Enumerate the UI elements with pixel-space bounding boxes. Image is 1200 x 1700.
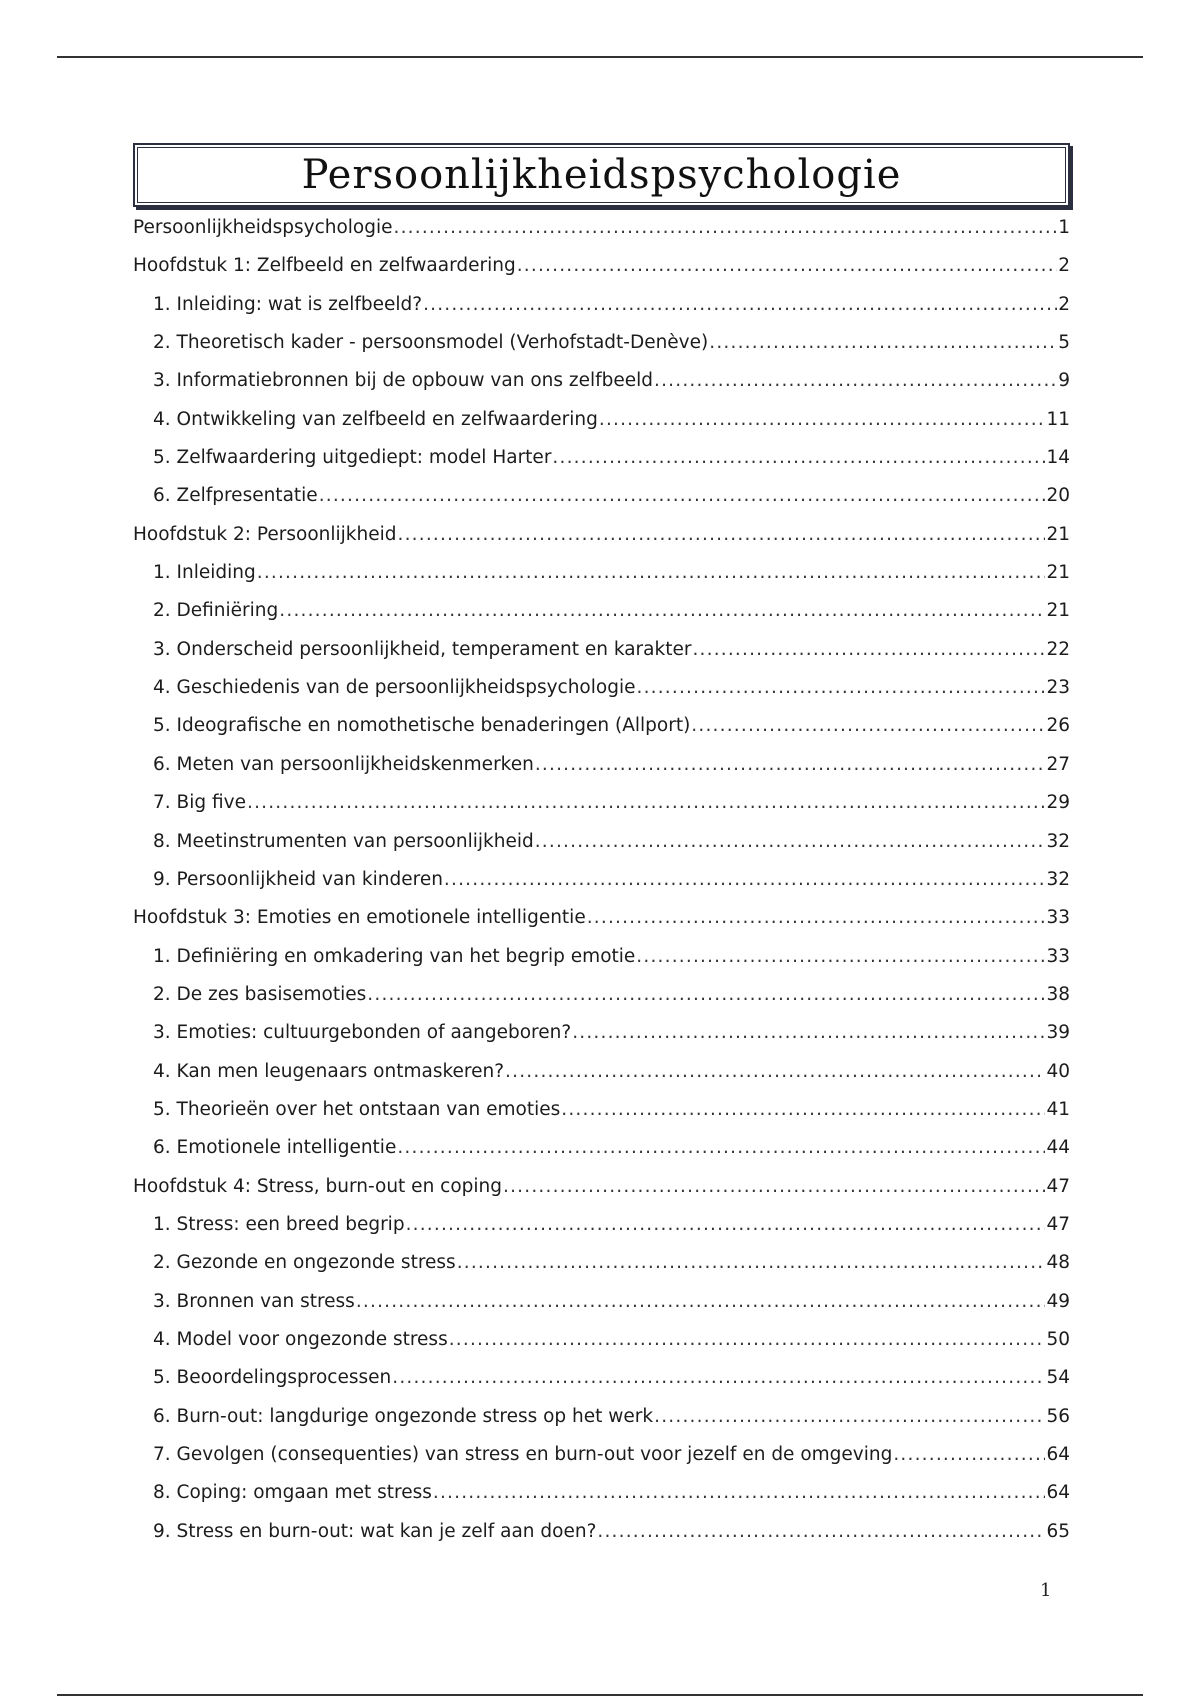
- toc-entry-page: 26: [1046, 715, 1070, 737]
- toc-entry-label: 2. Definiëring: [153, 600, 279, 622]
- toc-leader-dots: [503, 1168, 1045, 1206]
- toc-leader-dots: [587, 899, 1046, 937]
- toc-leader-dots: [279, 592, 1045, 630]
- toc-leader-dots: [517, 247, 1058, 285]
- toc-entry-page: 11: [1046, 408, 1070, 430]
- toc-entry-page: 32: [1046, 868, 1070, 890]
- toc-entry[interactable]: [133, 439, 1070, 477]
- toc-entry[interactable]: [133, 362, 1070, 400]
- toc-leader-dots: [423, 286, 1057, 324]
- toc-entry-page: 33: [1046, 907, 1070, 929]
- toc-entry-label: 4. Model voor ongezonde stress: [153, 1328, 448, 1350]
- toc-entry-page: 44: [1046, 1137, 1070, 1159]
- table-of-contents: [133, 209, 1070, 1551]
- toc-entry-page: 38: [1046, 983, 1070, 1005]
- toc-entry-page: 41: [1046, 1098, 1070, 1120]
- toc-leader-dots: [257, 554, 1046, 592]
- document-title: Persoonlijkheidspsychologie: [301, 152, 902, 198]
- toc-entry-page: 47: [1046, 1175, 1070, 1197]
- toc-entry-label: 2. Theoretisch kader - persoonsmodel (Verhofstadt-Denève): [153, 332, 709, 354]
- toc-entry-label: 6. Burn-out: langdurige ongezonde stress op het werk: [153, 1405, 654, 1427]
- toc-entry-page: 32: [1046, 830, 1070, 852]
- title-box: [133, 143, 1070, 207]
- toc-leader-dots: [367, 976, 1045, 1014]
- toc-leader-dots: [449, 1321, 1046, 1359]
- toc-entry-label: 5. Ideografische en nomothetische benaderingen (Allport): [153, 715, 691, 737]
- toc-entry[interactable]: [133, 1244, 1070, 1282]
- toc-leader-dots: [636, 938, 1045, 976]
- toc-entry-page: 20: [1046, 485, 1070, 507]
- toc-leader-dots: [247, 784, 1045, 822]
- toc-entry[interactable]: [133, 823, 1070, 861]
- toc-leader-dots: [505, 1053, 1045, 1091]
- toc-entry[interactable]: [133, 784, 1070, 822]
- toc-entry[interactable]: [133, 1436, 1070, 1474]
- toc-entry[interactable]: [133, 938, 1070, 976]
- toc-entry[interactable]: [133, 554, 1070, 592]
- toc-leader-dots: [552, 439, 1045, 477]
- toc-entry-page: 27: [1046, 753, 1070, 775]
- toc-entry-page: 5: [1058, 332, 1070, 354]
- toc-leader-dots: [535, 746, 1046, 784]
- toc-entry-label: 6. Meten van persoonlijkheidskenmerken: [153, 753, 534, 775]
- toc-entry[interactable]: [133, 669, 1070, 707]
- toc-entry-label: Hoofdstuk 2: Persoonlijkheid: [133, 523, 397, 545]
- toc-entry-label: 9. Persoonlijkheid van kinderen: [153, 868, 443, 890]
- toc-leader-dots: [406, 1206, 1046, 1244]
- toc-entry-label: 9. Stress en burn-out: wat kan je zelf aan doen?: [153, 1520, 597, 1542]
- toc-entry-label: 6. Emotionele intelligentie: [153, 1137, 397, 1159]
- toc-entry-page: 65: [1046, 1520, 1070, 1542]
- toc-entry[interactable]: [133, 516, 1070, 554]
- toc-entry-page: 33: [1046, 945, 1070, 967]
- document-page: [133, 143, 1070, 1551]
- toc-leader-dots: [599, 401, 1046, 439]
- toc-entry-label: 2. De zes basisemoties: [153, 983, 367, 1005]
- toc-entry-label: 5. Beoordelingsprocessen: [153, 1367, 392, 1389]
- toc-entry[interactable]: [133, 324, 1070, 362]
- toc-entry-label: 8. Meetinstrumenten van persoonlijkheid: [153, 830, 534, 852]
- toc-entry[interactable]: [133, 976, 1070, 1014]
- toc-entry-label: 5. Theorieën over het ontstaan van emoties: [153, 1098, 561, 1120]
- toc-entry-label: 4. Geschiedenis van de persoonlijkheidspsychologie: [153, 677, 636, 699]
- toc-entry-label: 3. Informatiebronnen bij de opbouw van ons zelfbeeld: [153, 370, 654, 392]
- toc-entry-label: 1. Stress: een breed begrip: [153, 1213, 405, 1235]
- toc-entry[interactable]: [133, 247, 1070, 285]
- toc-leader-dots: [397, 1129, 1045, 1167]
- toc-entry-label: Hoofdstuk 1: Zelfbeeld en zelfwaardering: [133, 255, 516, 277]
- toc-entry-label: 5. Zelfwaardering uitgediept: model Harter: [153, 447, 552, 469]
- toc-leader-dots: [572, 1014, 1045, 1052]
- toc-entry[interactable]: [133, 1474, 1070, 1512]
- toc-entry[interactable]: [133, 401, 1070, 439]
- toc-entry[interactable]: [133, 1014, 1070, 1052]
- toc-entry-label: 7. Gevolgen (consequenties) van stress en burn-out voor jezelf en de omgeving: [153, 1444, 893, 1465]
- toc-entry-label: 8. Coping: omgaan met stress: [153, 1482, 432, 1504]
- toc-entry-page: 21: [1046, 562, 1070, 584]
- toc-leader-dots: [636, 669, 1045, 707]
- toc-leader-dots: [444, 861, 1046, 899]
- toc-entry[interactable]: [133, 1053, 1070, 1091]
- toc-leader-dots: [398, 516, 1046, 554]
- toc-entry[interactable]: [133, 631, 1070, 669]
- toc-leader-dots: [691, 707, 1045, 745]
- toc-entry-label: 3. Bronnen van stress: [153, 1290, 355, 1312]
- toc-entry-page: 21: [1046, 600, 1070, 622]
- toc-entry-label: Persoonlijkheidspsychologie: [133, 217, 393, 238]
- toc-entry-label: 3. Onderscheid persoonlijkheid, temperament en karakter: [153, 638, 692, 660]
- toc-entry-page: 47: [1046, 1213, 1070, 1235]
- toc-leader-dots: [654, 1398, 1045, 1436]
- toc-leader-dots: [654, 362, 1057, 400]
- toc-entry-label: 4. Ontwikkeling van zelfbeeld en zelfwaardering: [153, 408, 598, 430]
- toc-entry-page: 39: [1046, 1022, 1070, 1044]
- toc-leader-dots: [561, 1091, 1045, 1129]
- toc-entry[interactable]: [133, 209, 1070, 247]
- toc-leader-dots: [692, 631, 1045, 669]
- toc-leader-dots: [709, 324, 1057, 362]
- toc-entry-label: 1. Inleiding: [153, 562, 256, 584]
- toc-entry-label: 3. Emoties: cultuurgebonden of aangeboren?: [153, 1022, 572, 1044]
- toc-leader-dots: [597, 1513, 1045, 1551]
- toc-entry-label: 4. Kan men leugenaars ontmaskeren?: [153, 1060, 505, 1082]
- toc-entry-page: 64: [1046, 1444, 1070, 1465]
- toc-entry-page: 40: [1046, 1060, 1070, 1082]
- toc-leader-dots: [433, 1474, 1046, 1512]
- toc-entry-page: 64: [1046, 1482, 1070, 1504]
- toc-leader-dots: [356, 1283, 1046, 1321]
- toc-leader-dots: [893, 1436, 1045, 1474]
- toc-entry[interactable]: [133, 1513, 1070, 1551]
- toc-entry-page: 48: [1046, 1252, 1070, 1274]
- bottom-rule: [57, 1694, 1143, 1696]
- toc-leader-dots: [457, 1244, 1046, 1282]
- toc-leader-dots: [319, 477, 1046, 515]
- toc-entry[interactable]: [133, 1398, 1070, 1436]
- toc-entry-label: Hoofdstuk 3: Emoties en emotionele intelligentie: [133, 907, 586, 929]
- toc-entry[interactable]: [133, 1168, 1070, 1206]
- toc-entry[interactable]: [133, 477, 1070, 515]
- toc-entry-label: Hoofdstuk 4: Stress, burn-out en coping: [133, 1175, 503, 1197]
- toc-entry[interactable]: [133, 1129, 1070, 1167]
- toc-entry-label: 1. Definiëring en omkadering van het begrip emotie: [153, 945, 636, 967]
- toc-entry-label: 7. Big five: [153, 792, 246, 814]
- toc-entry-page: 50: [1046, 1328, 1070, 1350]
- toc-entry-page: 54: [1046, 1367, 1070, 1389]
- toc-entry-page: 29: [1046, 792, 1070, 814]
- toc-entry-page: 21: [1046, 523, 1070, 545]
- top-rule: [57, 56, 1143, 58]
- toc-entry-label: 2. Gezonde en ongezonde stress: [153, 1252, 456, 1274]
- toc-entry[interactable]: [133, 1206, 1070, 1244]
- toc-entry[interactable]: [133, 707, 1070, 745]
- toc-entry-page: 56: [1046, 1405, 1070, 1427]
- toc-entry-page: 23: [1046, 677, 1070, 699]
- toc-entry[interactable]: [133, 286, 1070, 324]
- toc-entry-label: 6. Zelfpresentatie: [153, 485, 318, 507]
- toc-entry-page: 22: [1046, 638, 1070, 660]
- toc-entry[interactable]: [133, 1283, 1070, 1321]
- toc-leader-dots: [392, 1359, 1045, 1397]
- toc-entry-page: 1: [1058, 217, 1070, 238]
- toc-entry[interactable]: [133, 746, 1070, 784]
- page-number: 1: [1040, 1580, 1052, 1601]
- toc-entry[interactable]: [133, 1091, 1070, 1129]
- toc-entry-label: 1. Inleiding: wat is zelfbeeld?: [153, 293, 423, 315]
- toc-entry-page: 49: [1046, 1290, 1070, 1312]
- toc-leader-dots: [394, 209, 1058, 247]
- toc-entry-page: 2: [1058, 255, 1070, 277]
- toc-entry-page: 2: [1058, 293, 1070, 315]
- toc-entry-page: 9: [1058, 370, 1070, 392]
- toc-entry[interactable]: [133, 899, 1070, 937]
- toc-entry[interactable]: [133, 1321, 1070, 1359]
- toc-entry[interactable]: [133, 592, 1070, 630]
- toc-entry[interactable]: [133, 861, 1070, 899]
- toc-entry[interactable]: [133, 1359, 1070, 1397]
- toc-entry-page: 14: [1046, 447, 1070, 469]
- toc-leader-dots: [535, 823, 1046, 861]
